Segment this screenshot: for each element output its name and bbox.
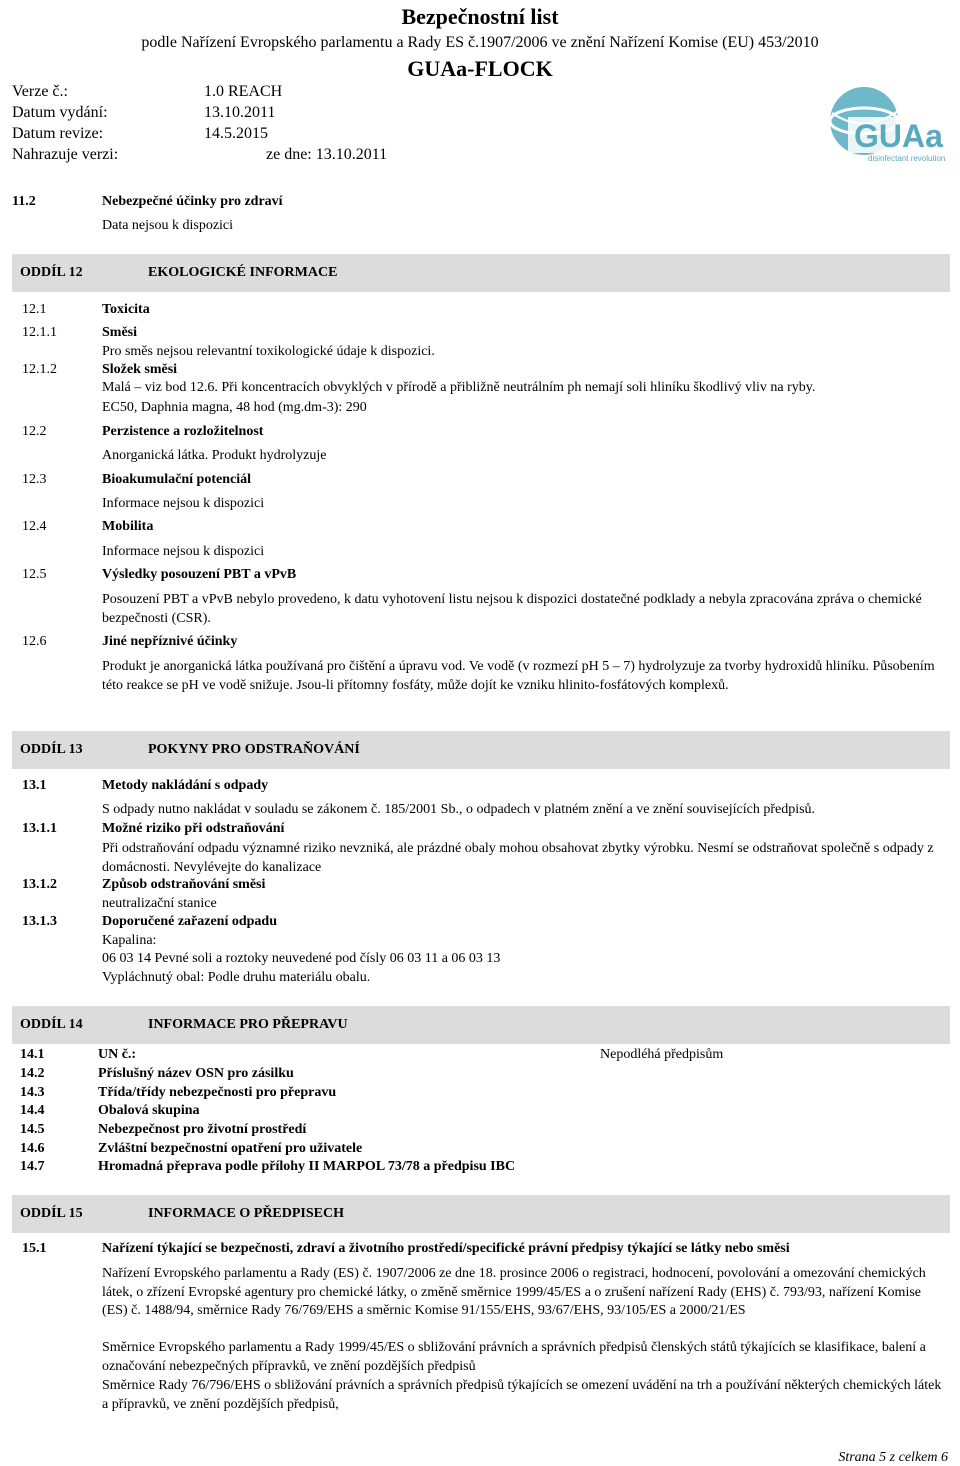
subsection-text: Pro směs nejsou relevantní toxikologické údaje k dispozici. bbox=[102, 344, 435, 359]
version-value: 1.0 REACH bbox=[204, 83, 283, 100]
subsection-text: Malá – viz bod 12.6. Při koncentracích obvyklých v přírodě a přibližně neutrálním ph nemají soli hliníku škodlivý vliv na ryby. bbox=[102, 380, 816, 395]
subsection-text: Vypláchnutý obal: Podle druhu materiálu obalu. bbox=[102, 970, 371, 985]
section-title: INFORMACE O PŘEDPISECH bbox=[148, 1206, 345, 1221]
section-number: 12.2 bbox=[22, 424, 47, 439]
subsection-title: Toxicita bbox=[102, 302, 150, 317]
subsection-text: S odpady nutno nakládat v souladu se zákonem č. 185/2001 Sb., o odpadech v platném znění a ve znění souvisejících předpisů. bbox=[102, 802, 816, 817]
section-number: 12.1.1 bbox=[22, 325, 57, 340]
section-number: 13.1.3 bbox=[22, 914, 57, 929]
subsection-title: Složek směsi bbox=[102, 362, 178, 377]
section-number: 13.1 bbox=[22, 778, 47, 793]
subsection-title: Bioakumulační potenciál bbox=[102, 472, 251, 487]
section-number: 14.4 bbox=[20, 1103, 45, 1118]
section-number: 14.5 bbox=[20, 1122, 45, 1137]
section-number: 12.1 bbox=[22, 302, 47, 317]
section-13-header bbox=[12, 731, 950, 769]
subsection-text: neutralizační stanice bbox=[102, 896, 217, 911]
section-number: 11.2 bbox=[12, 194, 36, 209]
section-12-header bbox=[12, 254, 950, 292]
subsection-text: Informace nejsou k dispozici bbox=[102, 544, 265, 559]
subsection-text: Posouzení PBT a vPvB nebylo provedeno, k datu vyhotovení listu nejsou k dispozici dostatečné podklady a nebyla zpracována zpráva o chemické bezpečnosti (CSR). bbox=[102, 592, 922, 626]
subsection-title: Metody nakládání s odpady bbox=[102, 778, 269, 793]
section-number: 14.7 bbox=[20, 1159, 45, 1174]
subsection-text: Produkt je anorganická látka používaná pro čištění a úpravu vod. Ve vodě (v rozmezí pH 5 – 7) hydrolyzuje za tvorby hydroxidů hliníku. Působením této reakce se pH ve vodě snižuje. Jsou-li přítomny fosfáty, může dojít ke vzniku hlinito-fosfátových komplexů. bbox=[102, 659, 935, 693]
subsection-text: Anorganická látka. Produkt hydrolyzuje bbox=[102, 448, 327, 463]
logo-tagline: disinfectant revolution bbox=[868, 154, 946, 163]
section-title: POKYNY PRO ODSTRAŇOVÁNÍ bbox=[148, 742, 360, 757]
subsection-text: Směrnice Rady 76/796/EHS o sbližování právních a správních předpisů týkajících se omezení uvádění na trh a používání některých chemických látek a přípravků, ve znění pozdějších předpisů, bbox=[102, 1378, 942, 1412]
subsection-text: EC50, Daphnia magna, 48 hod (mg.dm-3): 290 bbox=[102, 400, 367, 415]
section-number: 13.1.2 bbox=[22, 877, 57, 892]
section-number: 12.4 bbox=[22, 519, 47, 534]
subsection-title: Výsledky posouzení PBT a vPvB bbox=[102, 567, 297, 582]
issued-label: Datum vydání: bbox=[12, 104, 108, 121]
subsection-title: Jiné nepříznivé účinky bbox=[102, 634, 238, 649]
section-number: 12.6 bbox=[22, 634, 47, 649]
section-title: INFORMACE PRO PŘEPRAVU bbox=[148, 1017, 348, 1032]
section-code: ODDÍL 14 bbox=[20, 1017, 83, 1032]
section-number: 12.3 bbox=[22, 472, 47, 487]
logo-text: GUAa bbox=[854, 118, 943, 154]
revision-label: Datum revize: bbox=[12, 125, 104, 142]
subsection-text: Informace nejsou k dispozici bbox=[102, 496, 265, 511]
product-name: GUAa-FLOCK bbox=[407, 56, 553, 81]
section-code: ODDÍL 15 bbox=[20, 1206, 83, 1221]
subsection-text: Směrnice Evropského parlamentu a Rady 1999/45/ES o sbližování právních a správních předpisů členských států týkajících se klasifikace, balení a označování nebezpečných přípravků, ve znění pozdějších předpisů bbox=[102, 1340, 926, 1374]
replaces-value: ze dne: 13.10.2011 bbox=[266, 146, 388, 163]
subsection-title: Mobilita bbox=[102, 519, 154, 534]
replaces-label: Nahrazuje verzi: bbox=[12, 146, 119, 163]
revision-value: 14.5.2015 bbox=[204, 125, 268, 142]
subsection-title: Směsi bbox=[102, 325, 137, 340]
transport-item-label: Nebezpečnost pro životní prostředí bbox=[98, 1122, 307, 1137]
section-number: 14.6 bbox=[20, 1141, 45, 1156]
issued-value: 13.10.2011 bbox=[204, 104, 276, 121]
transport-item-label: Obalová skupina bbox=[98, 1103, 200, 1118]
transport-item-label: Hromadná přeprava podle přílohy II MARPOL 73/78 a předpisu IBC bbox=[98, 1159, 516, 1174]
section-code: ODDÍL 13 bbox=[20, 742, 83, 757]
subsection-text: Při odstraňování odpadu významné riziko nevzniká, ale prázdné obaly mohou obsahovat zbytky výrobku. Nesmí se odstraňovat společně s odpady z domácnosti. Nevylévejte do kanalizace bbox=[102, 841, 934, 875]
section-15-header bbox=[12, 1195, 950, 1233]
section-code: ODDÍL 12 bbox=[20, 265, 83, 280]
section-number: 14.2 bbox=[20, 1066, 45, 1081]
page-number: Strana 5 z celkem 6 bbox=[838, 1450, 948, 1465]
version-label: Verze č.: bbox=[12, 83, 68, 100]
document-title: Bezpečnostní list bbox=[401, 4, 559, 29]
regulation-subtitle: podle Nařízení Evropského parlamentu a Rady ES č.1907/2006 ve znění Nařízení Komise (EU) 453/2010 bbox=[141, 34, 819, 51]
subsection-text: Nařízení Evropského parlamentu a Rady (ES) č. 1907/2006 ze dne 18. prosince 2006 o registraci, hodnocení, povolování a omezování chemických látek, o zřízení Evropské agentury pro chemické látky, o změně směrnice 1999/45/ES a o zrušení nařízení Rady (EHS) č. 793/93, nařízení Komise (ES) č. 1488/94, směrnice Rady 76/769/EHS a směrnic Komise 91/155/EHS, 93/67/EHS, 93/105/ES a 2000/21/ES bbox=[102, 1266, 926, 1318]
section-number: 12.5 bbox=[22, 567, 47, 582]
section-number: 14.1 bbox=[20, 1047, 45, 1062]
subsection-title: Perzistence a rozložitelnost bbox=[102, 424, 264, 439]
subsection-text: Data nejsou k dispozici bbox=[102, 218, 234, 233]
transport-item-label: Příslušný název OSN pro zásilku bbox=[98, 1066, 294, 1081]
section-number: 13.1.1 bbox=[22, 821, 57, 836]
logo-globe-icon bbox=[818, 83, 956, 165]
subsection-text: Kapalina: bbox=[102, 933, 157, 948]
subsection-title: Nařízení týkající se bezpečnosti, zdraví a životního prostředí/specifické právní předpisy týkající se látky nebo směsi bbox=[102, 1241, 790, 1256]
transport-item-value: Nepodléhá předpisům bbox=[600, 1047, 724, 1062]
subsection-title: Způsob odstraňování směsi bbox=[102, 877, 266, 892]
transport-item-label: Třída/třídy nebezpečnosti pro přepravu bbox=[98, 1085, 337, 1100]
section-title: EKOLOGICKÉ INFORMACE bbox=[148, 265, 338, 280]
section-number: 14.3 bbox=[20, 1085, 45, 1100]
subsection-title: Možné riziko při odstraňování bbox=[102, 821, 285, 836]
section-number: 15.1 bbox=[22, 1241, 47, 1256]
section-14-header bbox=[12, 1006, 950, 1044]
subsection-title: Doporučené zařazení odpadu bbox=[102, 914, 277, 929]
company-logo bbox=[818, 83, 956, 165]
transport-item-label: UN č.: bbox=[98, 1047, 137, 1062]
section-number: 12.1.2 bbox=[22, 362, 57, 377]
transport-item-label: Zvláštní bezpečnostní opatření pro uživatele bbox=[98, 1141, 363, 1156]
subsection-title: Nebezpečné účinky pro zdraví bbox=[102, 194, 283, 209]
subsection-text: 06 03 14 Pevné soli a roztoky neuvedené pod čísly 06 03 11 a 06 03 13 bbox=[102, 951, 501, 966]
